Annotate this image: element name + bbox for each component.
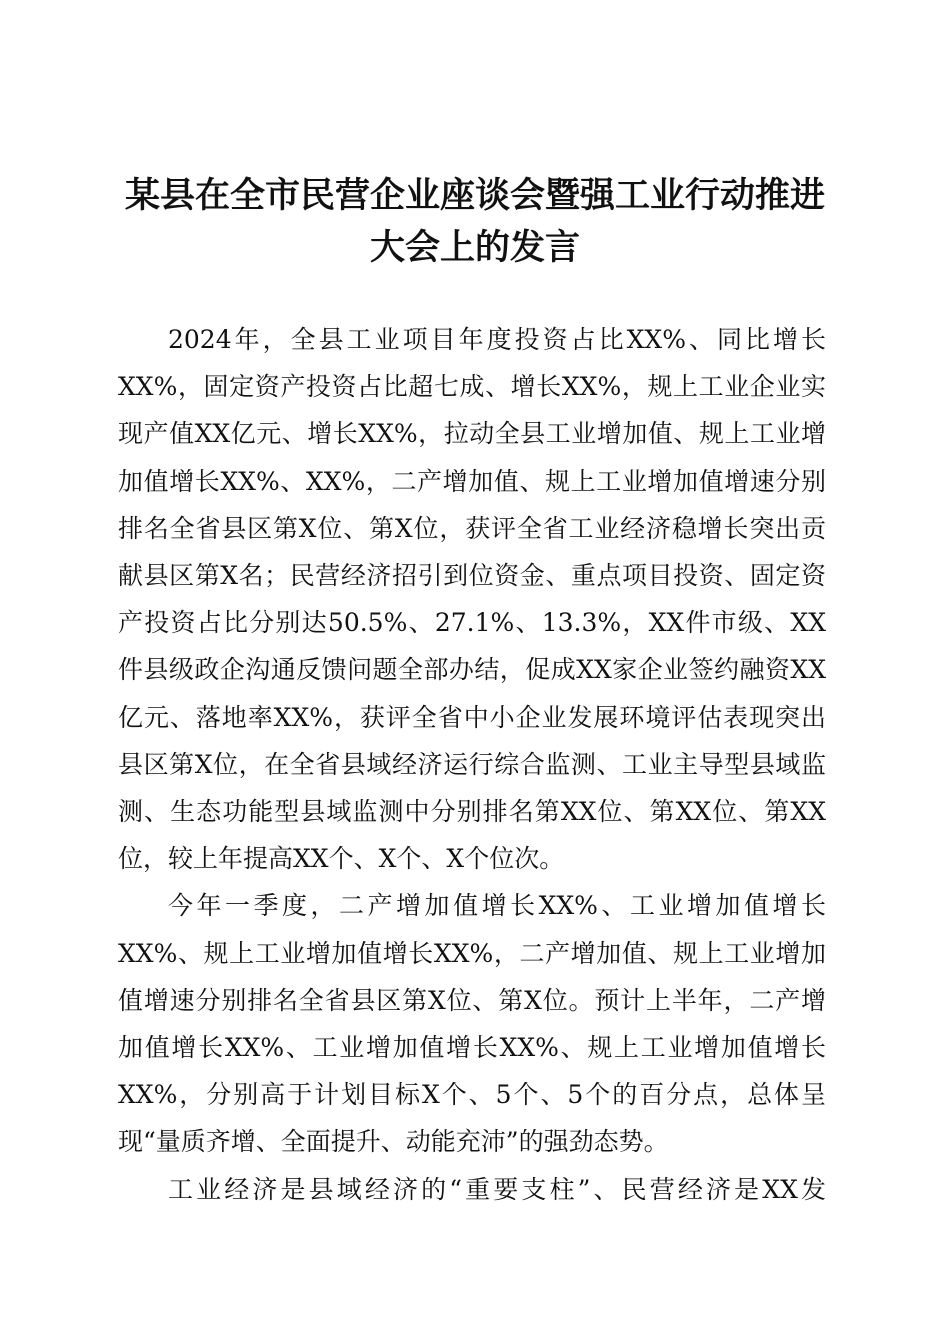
paragraph-3: 工业经济是县域经济的“重要支柱”、民营经济是XX发 [168,1174,826,1204]
document-title [100,170,850,274]
document-body [118,316,826,1213]
paragraph-2: 今年一季度，二产增加值增长XX%、工业增加值增长XX%、规上工业增加值增长XX%，二产增加值、规上工业增加值增速分别排名全省县区第X位、第X位。预计上半年，二产增加值增长XX%、工业增加值增长XX%、规上工业增加值增长XX%，分别高于计划目标X个、5个、5个的百分点，总体呈现“量质齐增、全面提升、动能充沛”的强劲态势。 [118,891,826,1157]
paragraph-1: 2024年，全县工业项目年度投资占比XX%、同比增长XX%，固定资产投资占比超七成、增长XX%，规上工业企业实现产值XX亿元、增长XX%，拉动全县工业增加值、规上工业增加值增长XX%、XX%，二产增加值、规上工业增加值增速分别排名全省县区第X位、第X位，获评全省工业经济稳增长突出贡献县区第X名；民营经济招引到位资金、重点项目投资、固定资产投资占比分别达50.5%、27.1%、13.3%，XX件市级、XX件县级政企沟通反馈问题全部办结，促成XX家企业签约融资XX亿元、落地率XX%，获评全省中小企业发展环境评估表现突出县区第X位，在全省县域经济运行综合监测、工业主导型县域监测、生态功能型县域监测中分别排名第XX位、第XX位、第XX位，较上年提高XX个、X个、X个位次。 [118,325,826,874]
title-line-2: 大会上的发言 [369,227,580,268]
title-line-1: 某县在全市民营企业座谈会暨强工业行动推进 [124,175,825,216]
